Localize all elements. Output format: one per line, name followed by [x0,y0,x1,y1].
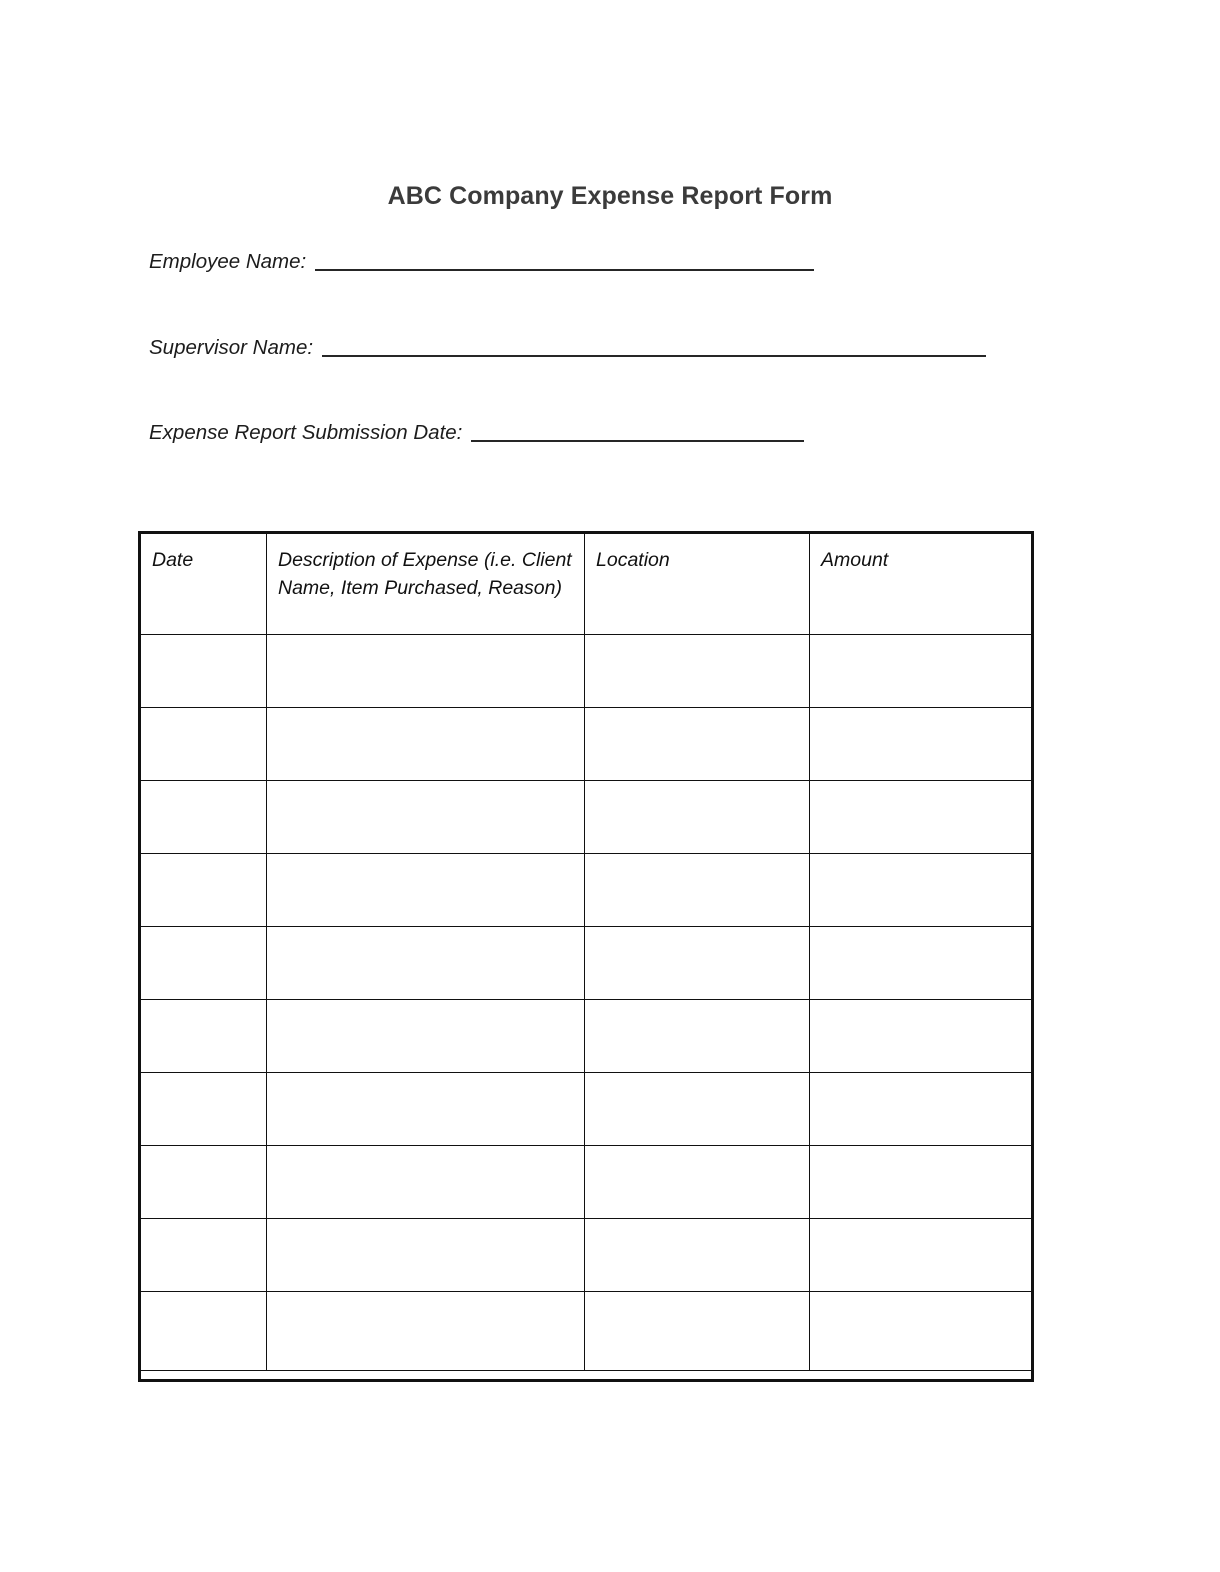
table-row [141,1073,1033,1146]
table-cell-location[interactable] [585,635,810,708]
supervisor-name-rule[interactable] [322,355,986,357]
table-row [141,1219,1033,1292]
table-cell-amount[interactable] [810,854,1033,927]
table-header-cell-amount [810,534,1033,635]
table-cell-location[interactable] [585,854,810,927]
table-row [141,635,1033,708]
table-cell-amount[interactable] [810,1219,1033,1292]
table-cell-description[interactable] [267,927,585,1000]
table-cell-amount[interactable] [810,1073,1033,1146]
table-header-cell-location [585,534,810,635]
table-row [141,927,1033,1000]
table-cell-amount[interactable] [810,1146,1033,1219]
table-cell-amount[interactable] [810,635,1033,708]
table-cell-date[interactable] [141,854,267,927]
table-cell-location[interactable] [585,1292,810,1371]
table-cell-location[interactable] [585,1219,810,1292]
table-row [141,708,1033,781]
table-cell-date[interactable] [141,1292,267,1371]
submission-date-rule[interactable] [471,440,804,442]
table-header-cell-date [141,534,267,635]
table-cell-amount[interactable] [810,708,1033,781]
table-body [141,635,1033,1371]
table-cell-amount[interactable] [810,781,1033,854]
table-cell-location[interactable] [585,1073,810,1146]
table-cell-description[interactable] [267,635,585,708]
submission-date-label: Expense Report Submission Date: [149,421,463,444]
table-cell-date[interactable] [141,1000,267,1073]
supervisor-name-field[interactable] [149,338,986,359]
table-cell-description[interactable] [267,708,585,781]
table-cell-description[interactable] [267,781,585,854]
table-cell-description[interactable] [267,1292,585,1371]
table-cell-date[interactable] [141,1219,267,1292]
table-row [141,1146,1033,1219]
table-header-row [141,534,1033,635]
submission-date-field[interactable] [149,423,804,444]
employee-name-field[interactable] [149,252,814,273]
supervisor-name-label: Supervisor Name: [149,336,314,359]
table-header-cell-description [267,534,585,635]
employee-name-rule[interactable] [315,269,814,271]
column-header-date: Date [152,549,194,571]
table-cell-date[interactable] [141,927,267,1000]
table-cell-location[interactable] [585,1146,810,1219]
table-cell-description[interactable] [267,1073,585,1146]
column-header-location: Location [596,549,670,571]
table-cell-date[interactable] [141,1146,267,1219]
table-cell-location[interactable] [585,927,810,1000]
table-cell-description[interactable] [267,1146,585,1219]
table-cell-date[interactable] [141,1073,267,1146]
page-title: ABC Company Expense Report Form [387,182,833,210]
column-header-amount: Amount [821,549,889,571]
table-row [141,854,1033,927]
table-row [141,1292,1033,1371]
table-cell-description[interactable] [267,1219,585,1292]
table-cell-amount[interactable] [810,927,1033,1000]
table-cell-location[interactable] [585,1000,810,1073]
table-row [141,781,1033,854]
table-cell-location[interactable] [585,708,810,781]
table-cell-description[interactable] [267,854,585,927]
table-cell-date[interactable] [141,708,267,781]
table-cell-amount[interactable] [810,1292,1033,1371]
table-row [141,1000,1033,1073]
expense-table [140,533,1033,1371]
table-cell-amount[interactable] [810,1000,1033,1073]
column-header-description: Description of Expense (i.e. Client Name, Item Purchased, Reason) [278,549,572,599]
employee-name-label: Employee Name: [149,250,307,273]
table-cell-description[interactable] [267,1000,585,1073]
table-cell-date[interactable] [141,781,267,854]
table-cell-location[interactable] [585,781,810,854]
table-cell-date[interactable] [141,635,267,708]
